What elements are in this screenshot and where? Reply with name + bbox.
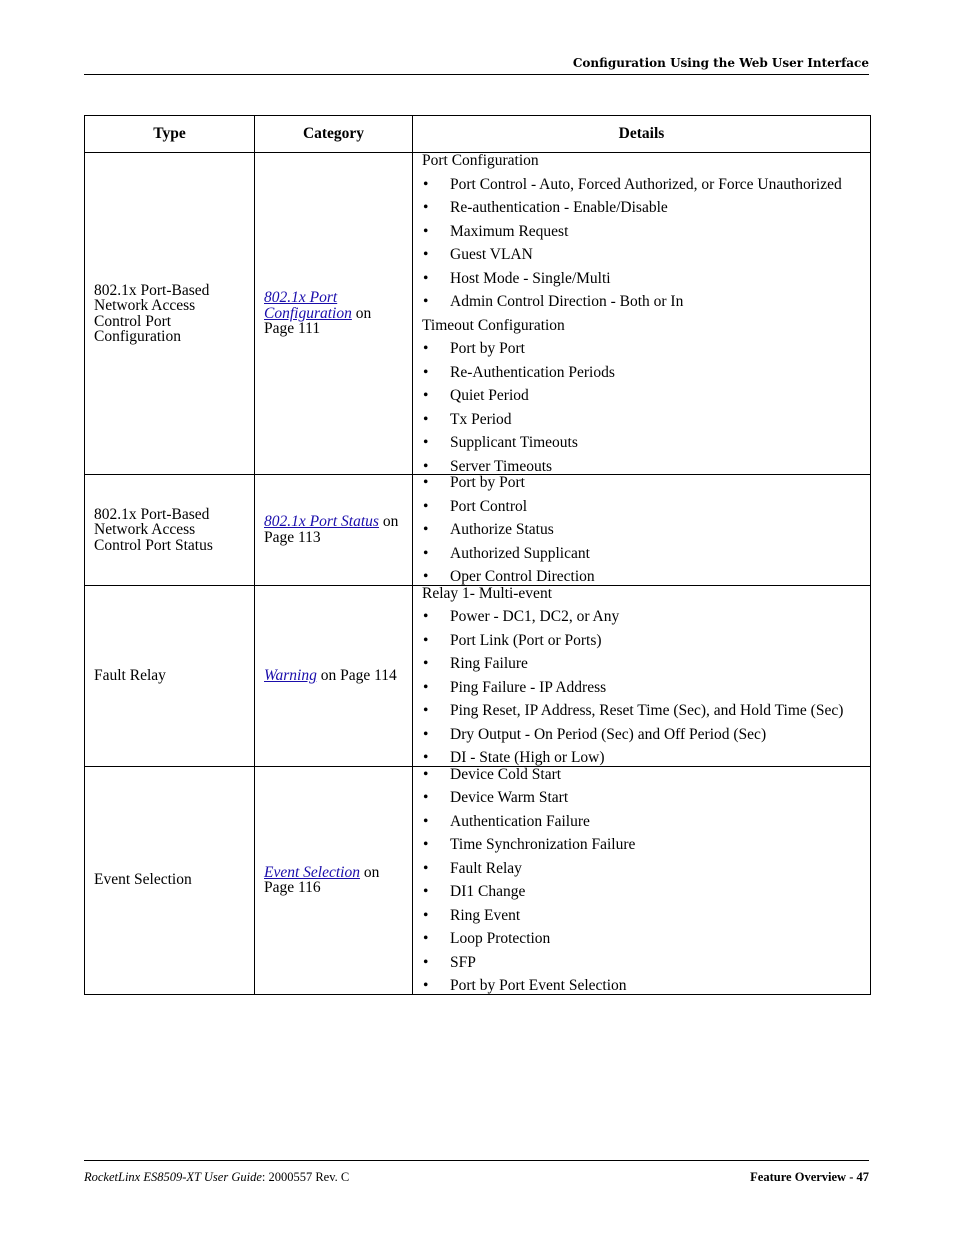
list-item-text: Ring Failure	[450, 655, 528, 672]
list-item-text: Dry Output - On Period (Sec) and Off Period (Sec)	[450, 725, 767, 743]
list-item	[422, 656, 861, 672]
category-cell	[255, 475, 413, 586]
bullet-icon: •	[423, 293, 429, 310]
list-item	[422, 837, 861, 853]
category-page-ref: on Page 114	[316, 666, 397, 684]
type-cell: Event Selection	[85, 766, 255, 994]
list-item-text: Port Control - Auto, Forced Authorized, or Force Unauthorized	[450, 175, 842, 193]
list-item	[422, 499, 861, 515]
list-item-text: DI - State (High or Low)	[450, 749, 605, 766]
bullet-icon: •	[423, 906, 429, 924]
bullet-icon: •	[423, 859, 429, 877]
list-item	[422, 271, 861, 287]
list-item	[422, 224, 861, 240]
column-header-type: Type	[85, 116, 255, 153]
feature-table	[84, 115, 871, 995]
type-cell: 802.1x Port-Based Network Access Control Port Configuration	[85, 153, 255, 475]
footer-rule	[84, 1160, 869, 1161]
details-cell	[413, 153, 871, 475]
bullet-icon: •	[423, 544, 429, 562]
bullet-icon: •	[423, 678, 429, 696]
footer-doc-title: RocketLinx ES8509-XT User Guide	[84, 1170, 262, 1184]
bullet-icon: •	[423, 702, 429, 719]
type-cell: 802.1x Port-Based Network Access Control Port Status	[85, 475, 255, 586]
list-item	[422, 569, 861, 585]
list-item-text: Guest VLAN	[450, 246, 533, 263]
list-item	[422, 790, 861, 806]
list-item-text: Authorized Supplicant	[450, 544, 590, 562]
list-item-text: Server Timeouts	[450, 457, 553, 475]
list-item-text: Tx Period	[450, 410, 512, 428]
list-item-text: Re-Authentication Periods	[450, 363, 615, 381]
bullet-icon: •	[423, 977, 429, 994]
list-item-text: Admin Control Direction - Both or In	[450, 293, 684, 310]
list-item-text: Port by Port	[450, 340, 525, 357]
footer-doc-number: : 2000557 Rev. C	[261, 1170, 350, 1184]
list-item-text: Quiet Period	[450, 387, 529, 404]
list-item	[422, 475, 861, 491]
bullet-icon: •	[423, 568, 429, 585]
list-item	[422, 884, 861, 900]
bullet-icon: •	[423, 749, 429, 766]
list-item	[422, 767, 861, 783]
list-item-text: Oper Control Direction	[450, 568, 595, 585]
bullet-icon: •	[423, 410, 429, 428]
list-item-text: Maximum Request	[450, 222, 569, 240]
list-item	[422, 814, 861, 830]
list-item	[422, 609, 861, 625]
list-item-text: Fault Relay	[450, 859, 522, 877]
bullet-icon: •	[423, 725, 429, 743]
bullet-icon: •	[423, 269, 429, 287]
list-item	[422, 703, 861, 719]
category-link[interactable]: Warning	[264, 666, 317, 684]
list-item-text: Time Synchronization Failure	[450, 836, 636, 853]
bullet-icon: •	[423, 387, 429, 404]
bullet-icon: •	[423, 199, 429, 216]
type-cell: Fault Relay	[85, 585, 255, 766]
category-link[interactable]: Event Selection	[264, 863, 360, 881]
category-page-ref: on Page 116	[264, 863, 380, 896]
bullet-icon: •	[423, 655, 429, 672]
category-page-ref: on Page 113	[264, 513, 399, 546]
list-item	[422, 522, 861, 538]
footer-doc-info	[84, 1170, 349, 1185]
bullet-icon: •	[423, 246, 429, 263]
bullet-icon: •	[423, 930, 429, 947]
bullet-icon: •	[423, 608, 429, 625]
bullet-icon: •	[423, 953, 429, 971]
bullet-icon: •	[423, 222, 429, 240]
list-item-text: SFP	[450, 953, 476, 971]
list-item-text: Loop Protection	[450, 930, 551, 947]
list-item-text: Device Cold Start	[450, 765, 562, 783]
table-row	[85, 585, 871, 766]
category-link[interactable]: 802.1x Port Status	[264, 513, 379, 531]
list-item-text: Port by Port Event Selection	[450, 977, 627, 994]
list-item-text: Ping Failure - IP Address	[450, 678, 607, 696]
list-item	[422, 546, 861, 562]
category-cell	[255, 766, 413, 994]
running-header: Configuration Using the Web User Interface	[572, 56, 869, 70]
list-item	[422, 633, 861, 649]
list-item	[422, 341, 861, 357]
table-row	[85, 475, 871, 586]
table-row	[85, 766, 871, 994]
category-page-ref: on Page 111	[264, 304, 372, 338]
list-item-text: Authentication Failure	[450, 812, 590, 830]
details-cell	[413, 585, 871, 766]
table-header-row	[85, 116, 871, 153]
bullet-icon: •	[423, 631, 429, 649]
list-item	[422, 750, 861, 766]
bullet-icon: •	[423, 340, 429, 357]
column-header-details: Details	[413, 116, 871, 153]
header-rule	[84, 74, 869, 75]
list-item-text: Ping Reset, IP Address, Reset Time (Sec), and Hold Time (Sec)	[450, 702, 844, 719]
list-item	[422, 955, 861, 971]
list-item	[422, 365, 861, 381]
list-item-text: DI1 Change	[450, 883, 526, 900]
list-item-text: Port Control	[450, 497, 528, 515]
list-item	[422, 978, 861, 994]
list-item-text: Host Mode - Single/Multi	[450, 269, 611, 287]
list-item-text: Power - DC1, DC2, or Any	[450, 608, 620, 625]
bullet-icon: •	[423, 789, 429, 806]
list-item	[422, 388, 861, 404]
details-cell	[413, 475, 871, 586]
bullet-icon: •	[423, 457, 429, 475]
details-cell	[413, 766, 871, 994]
list-item-text: Port Link (Port or Ports)	[450, 631, 602, 649]
list-item-text: Supplicant Timeouts	[450, 434, 578, 451]
bullet-icon: •	[423, 812, 429, 830]
list-item	[422, 908, 861, 924]
category-cell	[255, 585, 413, 766]
list-item-text: Device Warm Start	[450, 789, 569, 806]
details-subheading: Relay 1- Multi-event	[422, 584, 552, 602]
list-item	[422, 861, 861, 877]
list-item	[422, 412, 861, 428]
bullet-icon: •	[423, 363, 429, 381]
bullet-icon: •	[423, 883, 429, 900]
list-item	[422, 247, 861, 263]
bullet-icon: •	[423, 765, 429, 783]
details-subheading: Timeout Configuration	[422, 316, 565, 334]
list-item	[422, 727, 861, 743]
table-row	[85, 153, 871, 475]
list-item	[422, 200, 861, 216]
list-item-text: Ring Event	[450, 906, 521, 924]
list-item	[422, 931, 861, 947]
list-item	[422, 294, 861, 310]
bullet-icon: •	[423, 434, 429, 451]
list-item-text: Authorize Status	[450, 521, 554, 538]
bullet-icon: •	[423, 474, 429, 491]
list-item-text: Re-authentication - Enable/Disable	[450, 199, 668, 216]
list-item	[422, 435, 861, 451]
list-item	[422, 459, 861, 475]
category-link[interactable]: 802.1x Port Configuration	[264, 289, 352, 322]
bullet-icon: •	[423, 836, 429, 853]
category-cell	[255, 153, 413, 475]
footer-page-label: Feature Overview - 47	[750, 1170, 869, 1184]
bullet-icon: •	[423, 175, 429, 193]
bullet-icon: •	[423, 497, 429, 515]
bullet-icon: •	[423, 521, 429, 538]
list-item	[422, 177, 861, 193]
list-item-text: Port by Port	[450, 474, 525, 491]
column-header-category: Category	[255, 116, 413, 153]
list-item	[422, 680, 861, 696]
details-subheading: Port Configuration	[422, 152, 539, 169]
